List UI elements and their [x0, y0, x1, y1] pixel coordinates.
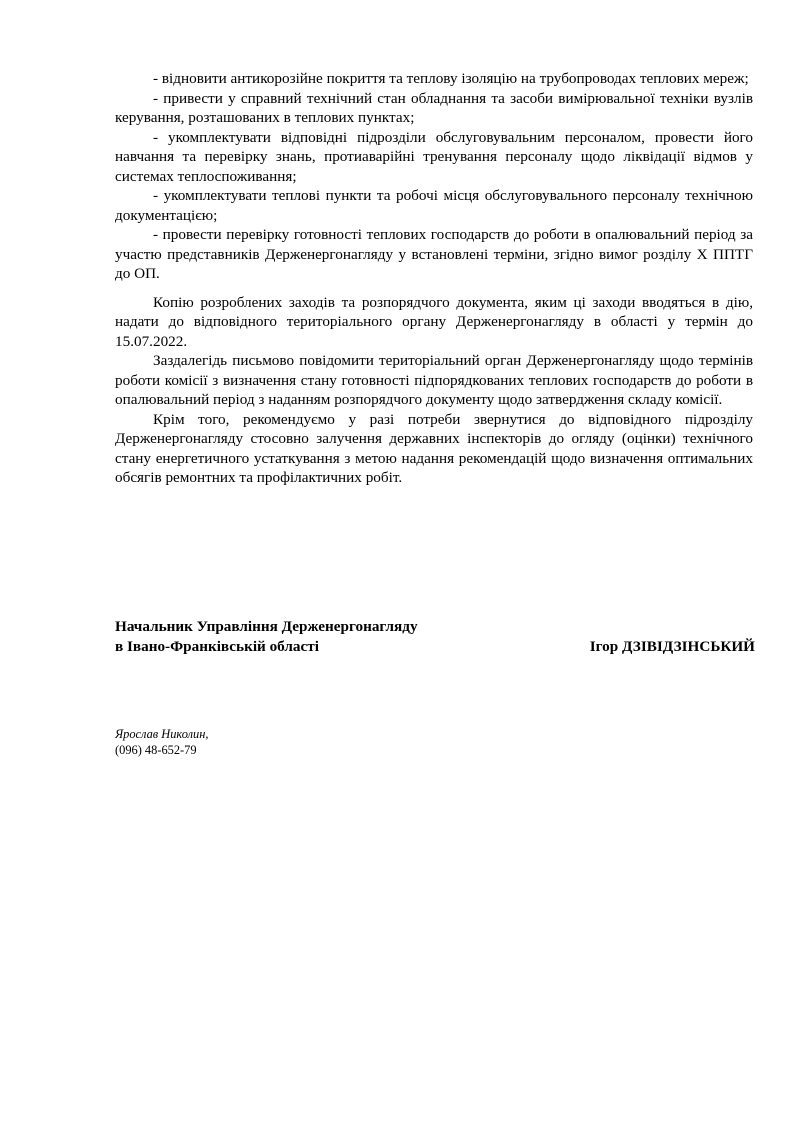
- measure-item: - провести перевірку готовності теплових господарств до роботи в опалювальний період за участю представників Держенергонагляду у встановлені терміни, згідно вимог розділу Х ППТГ до ОП.: [115, 226, 753, 282]
- body-paragraph: Копію розроблених заходів та розпорядчого документа, яким ці заходи вводяться в дію, надати до відповідного територіального органу Держенергонагляду в області у термін до 15.07.2022.: [115, 293, 753, 350]
- signatory-name: Ігор ДЗІВІДЗІНСЬКИЙ: [589, 637, 755, 655]
- measure-item: - привести у справний технічний стан обладнання та засоби вимірювальної техніки вузлів керування, розташованих в теплових пунктах;: [115, 89, 753, 126]
- measure-item: - укомплектувати відповідні підрозділи обслуговувальним персоналом, провести його навчання та перевірку знань, протиаварійні тренування персоналу щодо ліквідації відмов у системах теплоспоживання;: [115, 128, 753, 185]
- body-paragraph: Крім того, рекомендуємо у разі потреби звернутися до відповідного підрозділу Держенергонагляду стосовно залучення державних інспекторів до огляду (оцінки) технічного стану енергетичного устаткування з метою надання рекомендацій щодо визначення оптимальних обсягів ремонтних та профілактичних робіт.: [115, 410, 753, 486]
- contact-block: [115, 727, 208, 758]
- contact-name: Ярослав Николин,: [115, 727, 209, 741]
- signatory-position-line1: Начальник Управління Держенергонагляду: [115, 618, 418, 635]
- document-body: [115, 69, 753, 488]
- signature-block: [115, 617, 755, 656]
- contact-phone: (096) 48-652-79: [115, 742, 197, 757]
- body-paragraph: Заздалегідь письмово повідомити територіальний орган Держенергонагляду щодо термінів роботи комісії з визначення стану готовності підпорядкованих теплових господарств до роботи в опалювальний період з наданням розпорядчого документу щодо затвердження складу комісії.: [115, 352, 753, 408]
- measure-item: - укомплектувати теплові пункти та робочі місця обслуговувального персоналу технічною документацією;: [115, 187, 753, 224]
- signature-row: [115, 637, 755, 657]
- signatory-position-line2: в Івано-Франківській області: [115, 637, 319, 655]
- measure-item: - відновити антикорозійне покриття та теплову ізоляцію на трубопроводах теплових мереж;: [153, 70, 749, 87]
